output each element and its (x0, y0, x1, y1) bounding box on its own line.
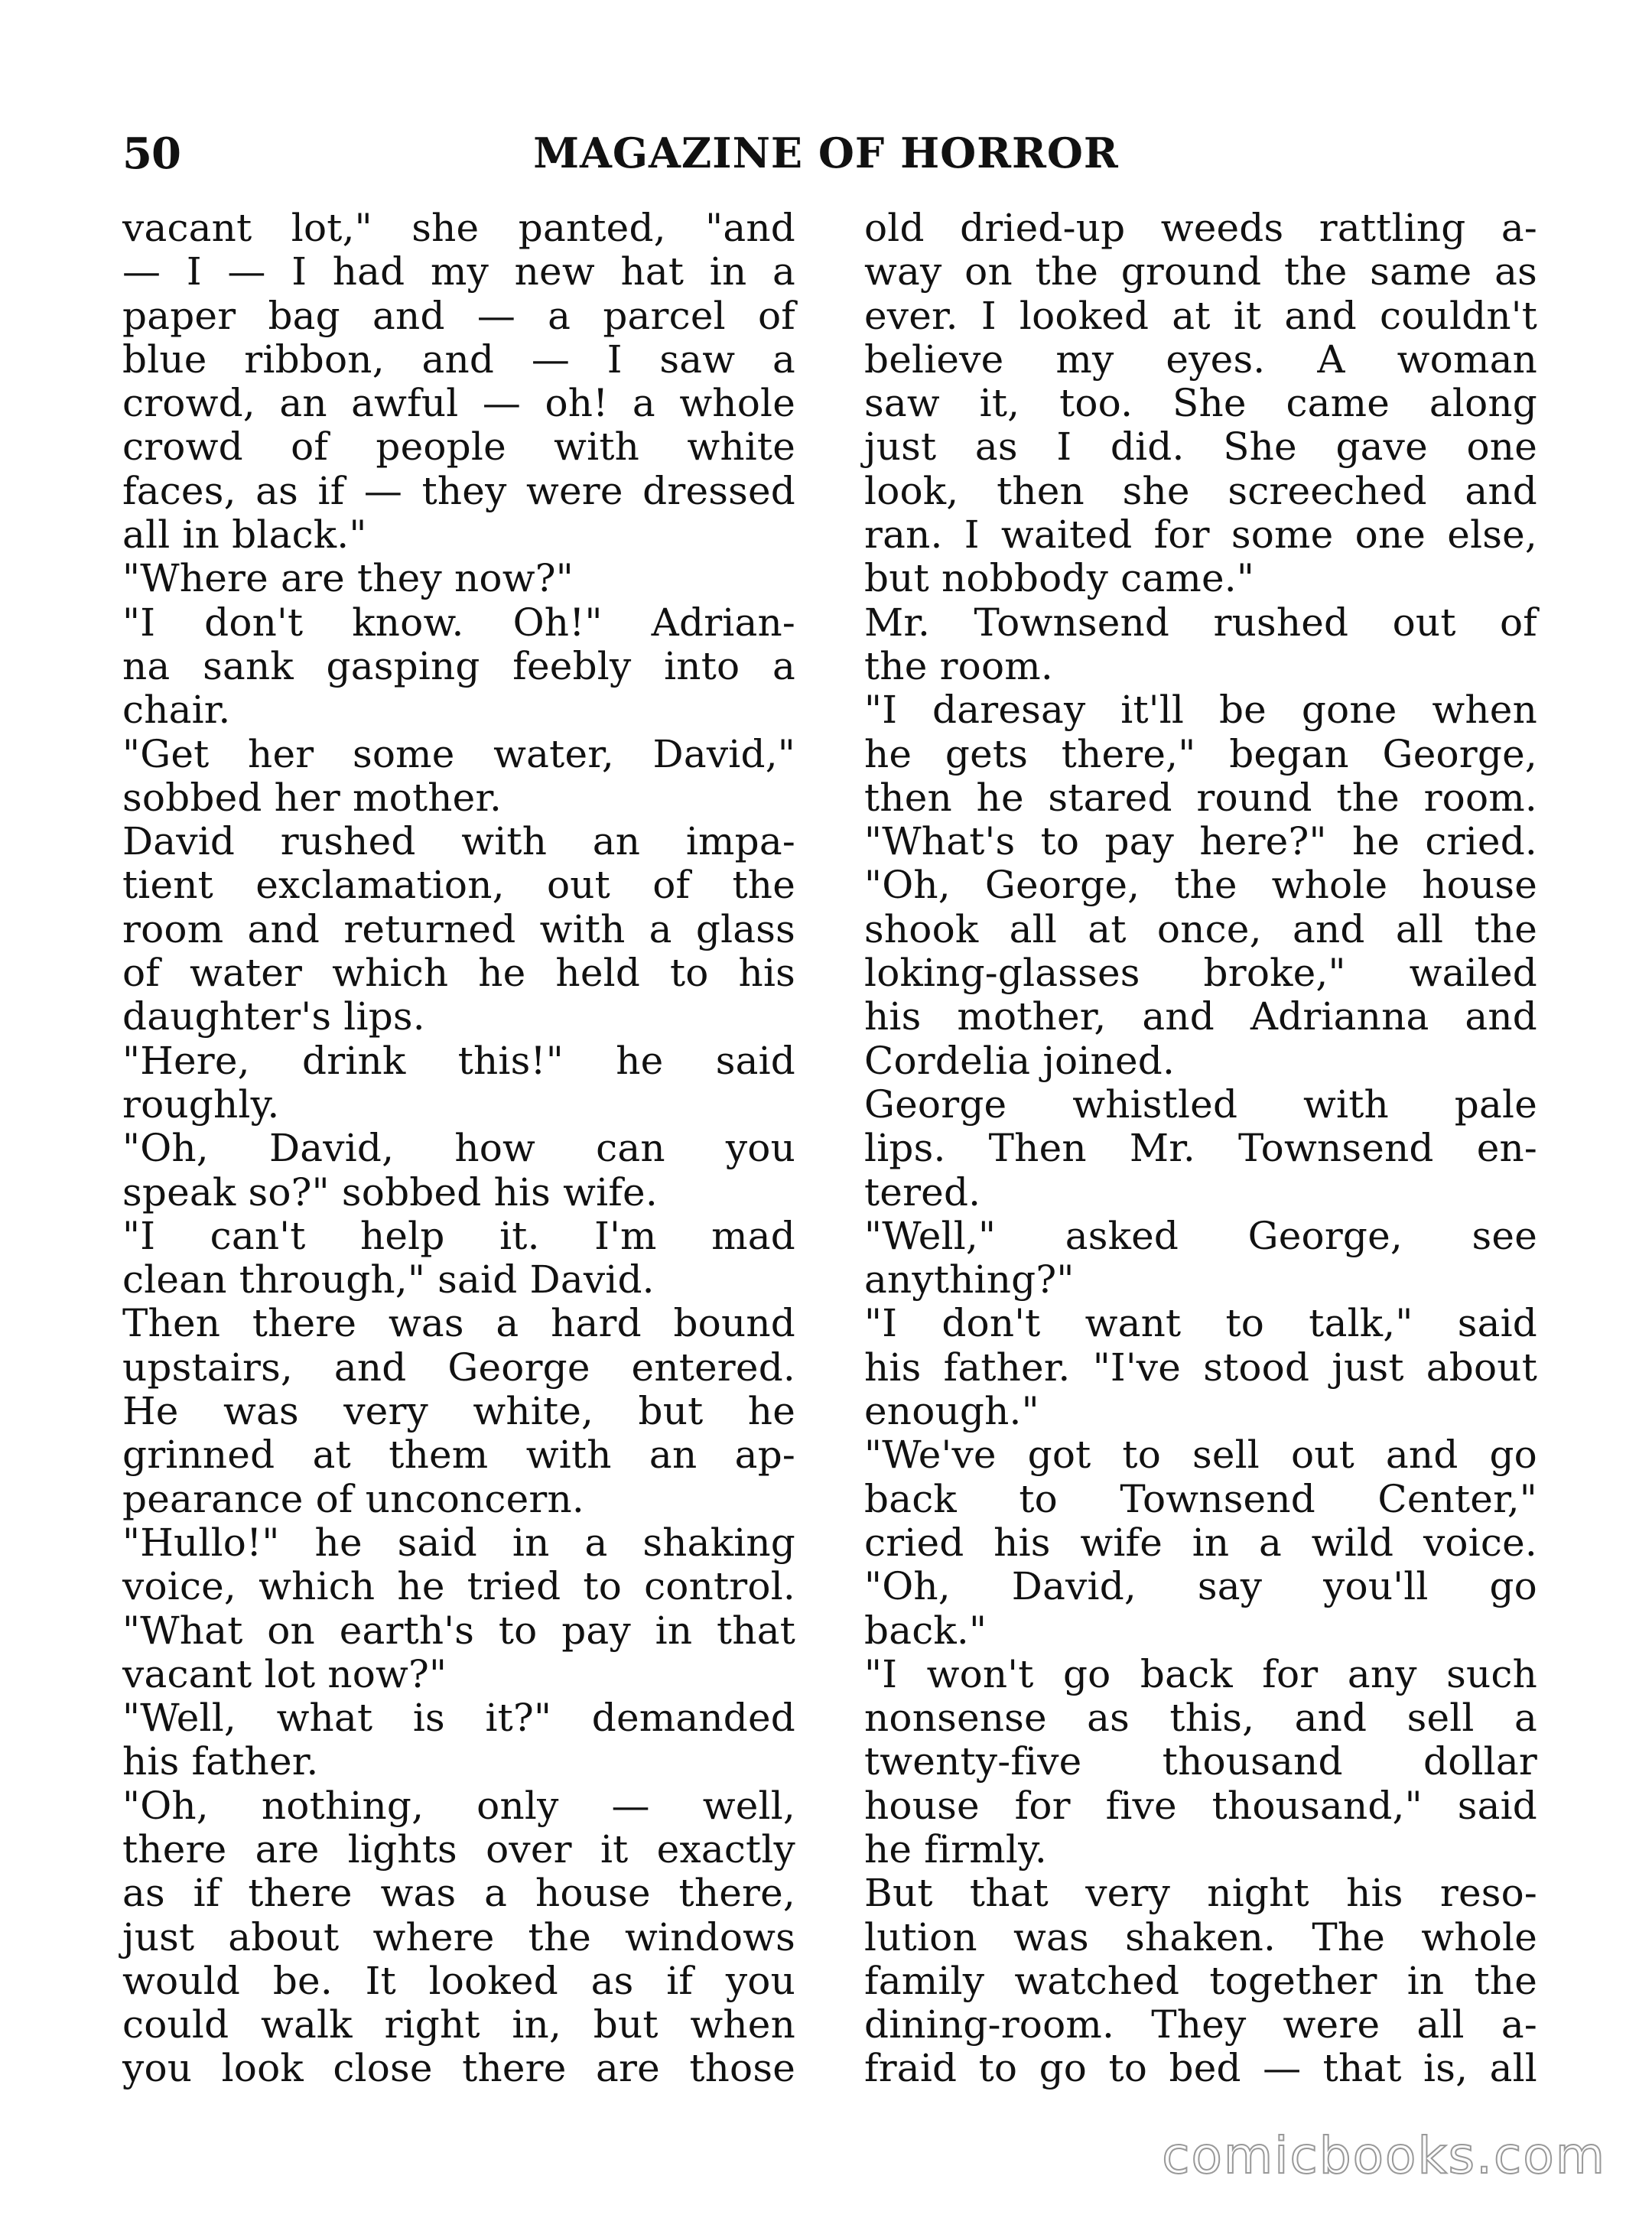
left-text-column (122, 207, 795, 2091)
text-line: crowd of people with white (122, 424, 795, 470)
text-line: sobbed her mother. (122, 775, 502, 820)
text-line: "Oh, David, how can you (122, 1126, 795, 1171)
text-line: twenty-five thousand dollar (864, 1739, 1537, 1784)
text-line: fraid to go to bed — that is, all (864, 2046, 1537, 2091)
text-line: then he stared round the room. (864, 775, 1537, 820)
text-line: back." (864, 1608, 987, 1653)
text-line: his father. "I've stood just about (864, 1345, 1537, 1390)
text-line: Cordelia joined. (864, 1038, 1176, 1083)
text-line: clean through," said David. (122, 1257, 655, 1303)
text-line: cried his wife in a wild voice. (864, 1520, 1537, 1565)
text-line: vacant lot now?" (122, 1651, 447, 1696)
text-line: upstairs, and George entered. (122, 1345, 795, 1390)
text-line: "Here, drink this!" he said (122, 1038, 795, 1083)
text-line: voice, which he tried to control. (122, 1564, 795, 1609)
text-line: just as I did. She gave one (864, 424, 1537, 470)
text-line: would be. It looked as if you (122, 1958, 795, 2003)
running-title: MAGAZINE OF HORROR (533, 128, 1119, 177)
text-line: tered. (864, 1169, 981, 1215)
text-line: Then there was a hard bound (122, 1301, 795, 1346)
text-line: just about where the windows (122, 1914, 795, 1959)
text-line: vacant lot," she panted, "and (122, 206, 795, 250)
text-line: chair. (122, 688, 231, 733)
text-line: shook all at once, and all the (864, 906, 1537, 951)
text-line: enough." (864, 1389, 1039, 1434)
text-line: David rushed with an impa- (122, 819, 795, 864)
text-line: tient exclamation, out of the (122, 863, 795, 908)
text-line: "Oh, George, the whole house (864, 863, 1537, 908)
text-line: speak so?" sobbed his wife. (122, 1169, 658, 1215)
text-line: house for five thousand," said (864, 1783, 1537, 1828)
text-line: He was very white, but he (122, 1389, 795, 1434)
text-line: grinned at them with an ap- (122, 1433, 795, 1478)
text-line: he firmly. (864, 1826, 1047, 1872)
text-line: of water which he held to his (122, 951, 795, 996)
text-line: could walk right in, but when (122, 2002, 795, 2047)
text-line: lips. Then Mr. Townsend en- (864, 1126, 1537, 1171)
text-line: saw it, too. She came along (864, 381, 1537, 426)
text-line: "Get her some water, David," (122, 731, 795, 776)
watermark: comicbooks.com (1162, 2126, 1606, 2185)
text-line: pearance of unconcern. (122, 1476, 585, 1521)
right-text-column (864, 207, 1537, 2091)
text-line: "I won't go back for any such (864, 1651, 1537, 1696)
text-line: lution was shaken. The whole (864, 1914, 1537, 1959)
text-line: "I don't want to talk," said (864, 1301, 1537, 1346)
text-line: family watched together in the (864, 1958, 1537, 2003)
text-line: you look close there are those (122, 2046, 795, 2091)
text-line: "Well, what is it?" demanded (122, 1696, 795, 1741)
text-line: George whistled with pale (864, 1081, 1537, 1127)
text-line: his mother, and Adrianna and (864, 994, 1537, 1039)
text-line: ran. I waited for some one else, (864, 512, 1537, 558)
text-line: he gets there," began George, (864, 731, 1537, 776)
text-line: way on the ground the same as (864, 249, 1537, 294)
text-line: But that very night his reso- (864, 1871, 1537, 1916)
text-line: his father. (122, 1739, 319, 1784)
text-line: roughly. (122, 1081, 280, 1127)
text-line: "Oh, nothing, only — well, (122, 1783, 795, 1828)
page-number: 50 (122, 128, 180, 179)
text-line: "I don't know. Oh!" Adrian- (122, 600, 795, 645)
text-line: blue ribbon, and — I saw a (122, 337, 795, 382)
text-line: but nobbody came." (864, 556, 1255, 601)
text-line: "Oh, David, say you'll go (864, 1564, 1537, 1609)
text-line: "I daresay it'll be gone when (864, 688, 1537, 733)
text-line: faces, as if — they were dressed (122, 468, 795, 513)
text-line: anything?" (864, 1257, 1075, 1303)
text-line: look, then she screeched and (864, 468, 1537, 513)
text-line: na sank gasping feebly into a (122, 643, 795, 688)
text-line: old dried-up weeds rattling a- (864, 206, 1537, 250)
text-line: loking-glasses broke," wailed (864, 951, 1537, 996)
text-line: "Hullo!" he said in a shaking (122, 1520, 795, 1565)
text-line: back to Townsend Center," (864, 1476, 1537, 1521)
text-line: believe my eyes. A woman (864, 337, 1537, 382)
text-line: "What's to pay here?" he cried. (864, 819, 1537, 864)
text-line: "Where are they now?" (122, 556, 574, 601)
text-line: as if there was a house there, (122, 1871, 795, 1916)
text-line: "I can't help it. I'm mad (122, 1213, 795, 1258)
text-line: "We've got to sell out and go (864, 1433, 1537, 1478)
text-line: room and returned with a glass (122, 906, 795, 951)
text-line: crowd, an awful — oh! a whole (122, 381, 795, 426)
text-line: ever. I looked at it and couldn't (864, 293, 1537, 338)
text-line: there are lights over it exactly (122, 1826, 795, 1872)
text-line: nonsense as this, and sell a (864, 1696, 1537, 1741)
text-line: paper bag and — a parcel of (122, 293, 795, 338)
text-line: daughter's lips. (122, 994, 425, 1039)
text-line: all in black." (122, 512, 367, 558)
text-line: — I — I had my new hat in a (122, 249, 795, 294)
text-line: dining-room. They were all a- (864, 2002, 1537, 2047)
text-line: "Well," asked George, see (864, 1213, 1537, 1258)
text-line: the room. (864, 643, 1053, 688)
text-line: Mr. Townsend rushed out of (864, 600, 1537, 645)
text-line: "What on earth's to pay in that (122, 1608, 795, 1653)
